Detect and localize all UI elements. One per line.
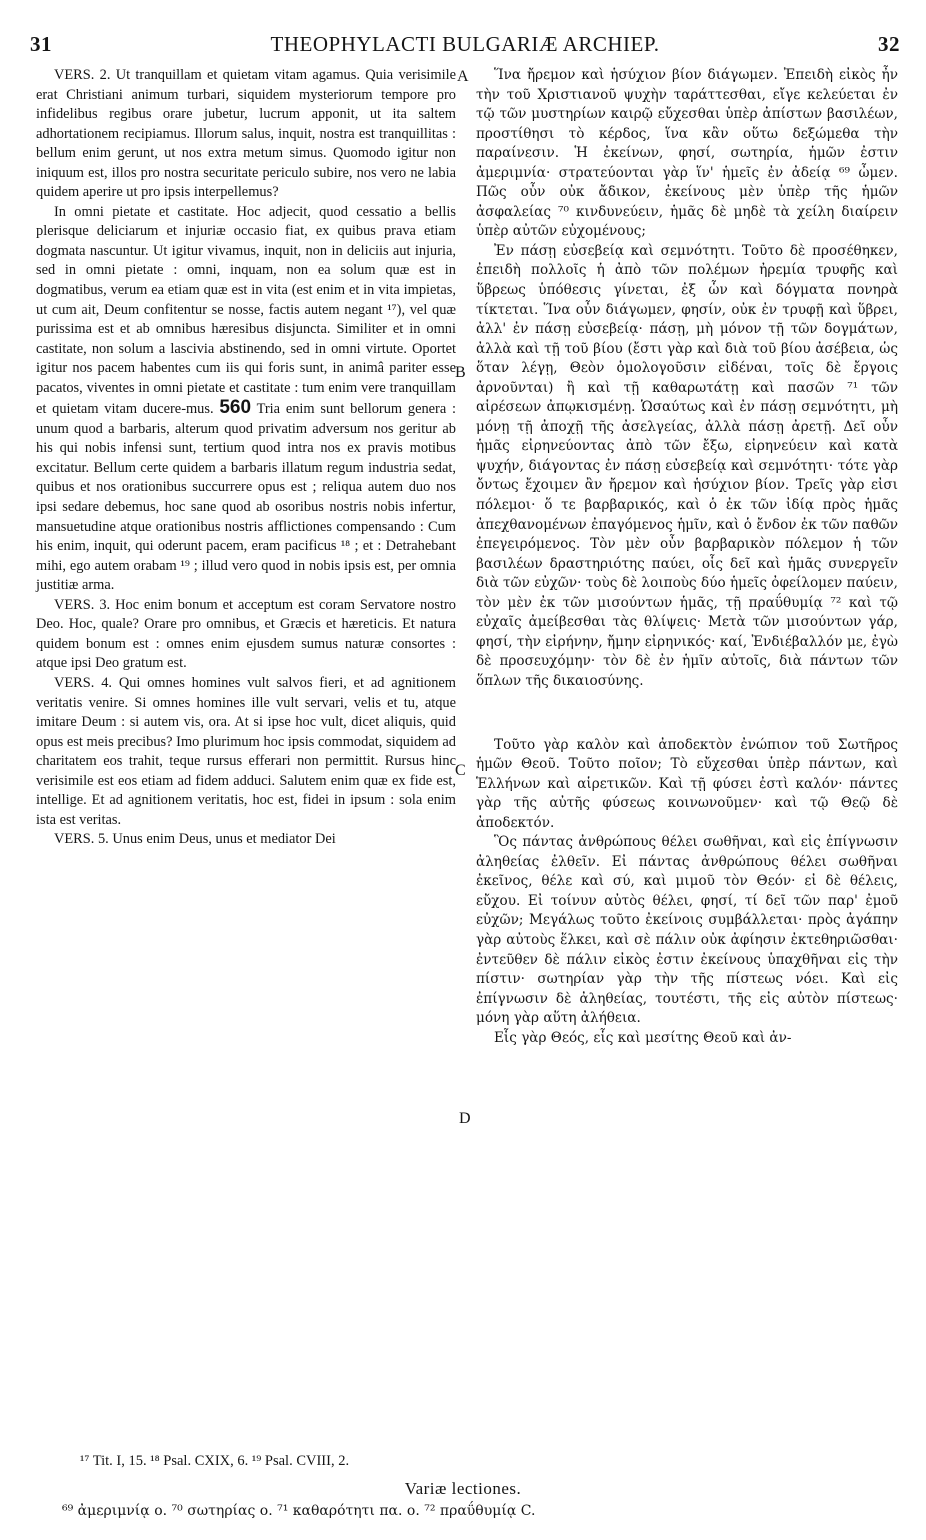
page-header: [30, 32, 900, 62]
greek-paragraph-2: Ἐν πάσῃ εὐσεβείᾳ καὶ σεμνότητι. Τοῦτο δὲ προσέθηκεν, ἐπειδὴ πολλοῖς ἡ ἀπὸ τῶν πολέμων ἠρεμία τρυφῆς καὶ ὕβρεως ὑπόθεσις γίνεται, ἐξ ὧν καὶ δόγματα πονηρὰ τίκτεται. Ἵνα οὖν διάγωμεν, φησίν, οὐκ ἐν τρυφῇ καὶ ὕβρει, ἀλλ' ἐν πάσῃ εὐσεβείᾳ· πάσῃ, μὴ μόνον τῇ τῶν δογμάτων, ἀλλὰ καὶ τῇ τοῦ βίου (ἔστι γὰρ καὶ διὰ τοῦ βίου ἀσέβεια, ὡς ὅταν λέγῃ, Θεὸν ὁμολογοῦσιν εἰδέναι, τοῖς δὲ ἔργοις ἀρνοῦνται) ἢ καὶ τῇ καθαρωτάτῃ καὶ πασῶν ⁷¹ τῶν αἱρέσεων ἀπῳκισμένῃ. Ὡσαύτως καὶ ἐν πάσῃ σεμνότητι, μὴ μόνῃ τῇ ἀποχῇ τῆς ἀσελγείας, ἀλλὰ πάσῃ ἀρετῇ. Δεῖ οὖν ἡμᾶς εἰρηνεύοντας ἀπὸ τῶν ἔξω, εἰρηνεύειν καὶ κατὰ ψυχήν, διάγοντας ἐν πάσῃ εὐσεβείᾳ καὶ σεμνότητι· τότε γὰρ ὄντως ἔχοιμεν ἂν ἤρεμον καὶ ἡσύχιον βίον. Τρεῖς γὰρ εἰσι πόλεμοι· ὅ τε βαρβαρικός, καὶ ὁ ἐκ τῶν ἰδίᾳ πρὸς ἡμᾶς ἀπεχθανομένων ἐπαγόμενος ἡμῖν, καὶ ὁ ἔνδον ἐκ τῶν παθῶν ἐπεγειρόμενος. Τὸν μὲν οὖν βαρβαρικὸν πόλεμον ἡ τῶν βασιλέων δραστηριότης παύει, οἷς δεῖ καὶ ἡμᾶς συνεργεῖν διὰ τῶν εὐχῶν· τοὺς δὲ λοιποὺς δύο ἡμεῖς ὀφείλομεν παύειν, τὸν μὲν ἐκ τῶν μισούντων ἡμᾶς, τῇ πραΰθυμίᾳ ⁷² καὶ τῷ εὐχαῖς ἀμείβεσθαι τὰς θλίψεις· Μετὰ τῶν μισούντων γάρ, φησί, τὴν εἰρήνην, ἤμην εἰρηνικός· καί, Ἐνδιέβαλλόν με, ἐγὼ δὲ προσευχόμην· τὸν δὲ ἐν ἡμῖν αὐτοῖς, διὰ πάντων τῶν ὅπλων τῆς δικαιοσύνης.: [476, 242, 898, 689]
variae-lectiones-title: Variæ lectiones.: [404, 1479, 522, 1498]
column-number: 560: [219, 397, 252, 419]
latin-column: [36, 66, 456, 850]
latin-paragraph-vers3: VERS. 3. Hoc enim bonum et acceptum est coram Servatore nostro Deo. Hoc, quale? Orare pro omnibus, et Græcis et hæreticis. Et natura quidem bonum est : omnes enim ejusdem sumus naturæ consortes : atque ipsi Deo gratum est.: [36, 596, 456, 672]
variae-lectiones-notes: ⁶⁹ ἀμεριμνίᾳ ο. ⁷⁰ σωτηρίας ο. ⁷¹ καθαρότητι πα. ο. ⁷² πραΰθυμίᾳ C.: [62, 1503, 536, 1519]
margin-marker-b: B: [455, 364, 466, 381]
latin-text-pietate-a: In omni pietate et castitate. Hoc adjecit, quod cessatio a bellis plerisque deliciarum et injuriæ occasio fiat, ex quibus prava etiam dogmata nascuntur. Ut igitur vivamus, inquit, non in deliciis aut injuria, sed in omni pietate : omni, inquam, non ea solum quæ est in dogmatibus, verum ea etiam quæ est in vita (est enim et in vita impietas, ut cum ait, Deum confitentur se nosse, factis autem negant ¹⁷), vel quæ purissima est et ab omnibus hæresibus disjuncta. Similiter et in omni castitate, non solum a lascivia abstinendo, sed in omni virtute. Oportet igitur nos pacem habentes cum iis qui foris sunt, in animâ pariter esse pacatos, viventes in omni pietate et castitate : tum enim vere tranquillam et quietam vitam ducere-mus.: [36, 203, 456, 418]
greek-paragraph-3: Τοῦτο γὰρ καλὸν καὶ ἀποδεκτὸν ἐνώπιον τοῦ Σωτῆρος ἡμῶν Θεοῦ. Τοῦτο ποῖον; Τὸ εὔχεσθαι ὑπὲρ πάντων, καὶ Ἑλλήνων καὶ αἱρετικῶν. Καὶ τῇ φύσει ἐστὶ καλόν· πάντες γὰρ τῆς αὐτῆς φύσεως κοινωνοῦμεν· καὶ τῷ Θεῷ δὲ ἀποδεκτόν.: [476, 736, 898, 831]
greek-column: [476, 66, 898, 1048]
greek-paragraph-1: Ἵνα ἤρεμον καὶ ἡσύχιον βίον διάγωμεν. Ἐπειδὴ εἰκὸς ἦν τὴν τοῦ Χριστιανοῦ ψυχὴν ταράττεσθαι, εἴγε κελεύεται ἐν τῷ τῶν μυστηρίων καιρῷ εὔχεσθαι ὑπὲρ ἀπίστων βασιλέων, προστίθησι τὸ κέρδος, ἵνα κἂν οὕτω δεξώμεθα τὴν παραίνεσιν. Ἡ ἐκείνων, φησί, σωτηρία, ἡμῶν ἐστιν ἀμεριμνία· στρατεύονται γὰρ ἵν' ἡμεῖς ἐν ἀδείᾳ ⁶⁹ ὦμεν. Πῶς οὖν οὐκ ἄδικον, ἐκείνους μὲν ὑπὲρ τῆς ἡμῶν ἀσφαλείας ⁷⁰ κινδυνεύειν, ἡμᾶς δὲ μηδὲ τὰ χείλη διαίρειν ὑπὲρ αὐτῶν εὐχομένους;: [476, 67, 898, 240]
latin-paragraph-vers5: VERS. 5. Unus enim Deus, unus et mediator Dei: [54, 831, 336, 848]
latin-text-pietate-b: Tria enim sunt bellorum genera : unum quod a barbaris, alterum quod privatim adversum nos geritur ab his qui nobis infensi sunt, tertium quod intra nos ex pravis motibus excitatur. Bellum certe quidem a barbaris illatum regum industria sedat, quibus et nos orationibus succurrere opus est ; reliqua autem duo nos ipsi sedare debemus, hoc sane quod ab osoribus nostris nobis infertur, mansuetudine atque orationibus nostris afflictiones compensando : Cum his enim, inquit, qui oderunt pacem, eram pacificus ¹⁸ ; et : Detrahebant mihi, ego autem orabam ¹⁹ ; illud vero quod in nobis ipsis est, per omnia justitiæ arma.: [36, 401, 457, 594]
footnotes: ¹⁷ Tit. I, 15. ¹⁸ Psal. CXIX, 6. ¹⁹ Psal. CVIII, 2.: [80, 1453, 350, 1469]
page-number-left: 31: [30, 32, 52, 56]
latin-paragraph-pietate: [36, 203, 456, 596]
greek-paragraph-4: Ὃς πάντας ἀνθρώπους θέλει σωθῆναι, καὶ εἰς ἐπίγνωσιν ἀληθείας ἐλθεῖν. Εἰ πάντας ἀνθρώπους θέλει σωθῆναι ἐκεῖνος, θέλε καὶ σύ, καὶ μιμοῦ τὸν Θεόν· εἰ δὲ θέλεις, εὔχου. Εἰ τοίνυν αὐτὸς θέλει, φησί, τί δεῖ τῶν παρ' ἐμοῦ εὐχῶν; Μεγάλως τοῦτο ἐκείνοις συμβάλλεται· πρὸς ἀγάπην γὰρ αὐτοὺς ἕλκει, καὶ σὲ πάλιν οὐκ ἀφίησιν ἐκτεθηριῶσθαι· ἐντεῦθεν δὲ πάλιν εἰκὸς ἐστιν ἐκείνους ὑπαχθῆναι εἰς τὴν πίστιν· σωτηρίαν γὰρ τὴν τῆς πίστεως νόει. Καὶ εἰς ἐπίγνωσιν δὲ ἀληθείας, τουτέστι, τῆς εἰς αὐτὸν πίστεως· μόνη γὰρ αὕτη ἀλήθεια.: [476, 834, 898, 1027]
latin-paragraph-vers2: VERS. 2. Ut tranquillam et quietam vitam agamus. Quia verisimile erat Christiani animum turbari, siquidem mysteriorum tempore pro infidelibus regibus orare jubetur, lucrum apponit, ut ita saltem adhortationem recipiamus. Illorum salus, inquit, nostra est tranquillitas : bellum enim gerunt, ut nos extra metum simus. Quomodo igitur non iniquum est, illos pro nostra securitate periculo subire, nos vero ne labia quidem aperire ut pro ipsis interpellemus?: [36, 67, 456, 201]
margin-marker-d: D: [459, 1110, 471, 1127]
latin-paragraph-vers4: VERS. 4. Qui omnes homines vult salvos fieri, et ad agnitionem veritatis venire. Si omnes homines ille vult servari, velis et tu, atque imitare Deum : si autem vis, ora. At si ipse hoc vult, dicet aliquis, quid opus est meis precibus? Imo plurimum hoc ipsis commodat, siquidem ad charitatem eos trahit, teque rursus efferari non permittit. Rursus hinc verisimile est eos etiam ad fidem adduci. Salutem enim quæ ex fide est, intellige. Et ad agnitionem veritatis, hoc est, fidei in ipsum : sola enim ista est veritas.: [36, 674, 456, 828]
column-spacer: [476, 692, 898, 736]
margin-marker-a: A: [457, 68, 469, 85]
greek-paragraph-5: Εἷς γὰρ Θεός, εἷς καὶ μεσίτης Θεοῦ καὶ ἀν-: [494, 1029, 792, 1046]
margin-marker-c: C: [455, 762, 466, 779]
page-number-right: 32: [878, 32, 900, 56]
running-title: THEOPHYLACTI BULGARIÆ ARCHIEP.: [270, 32, 660, 56]
